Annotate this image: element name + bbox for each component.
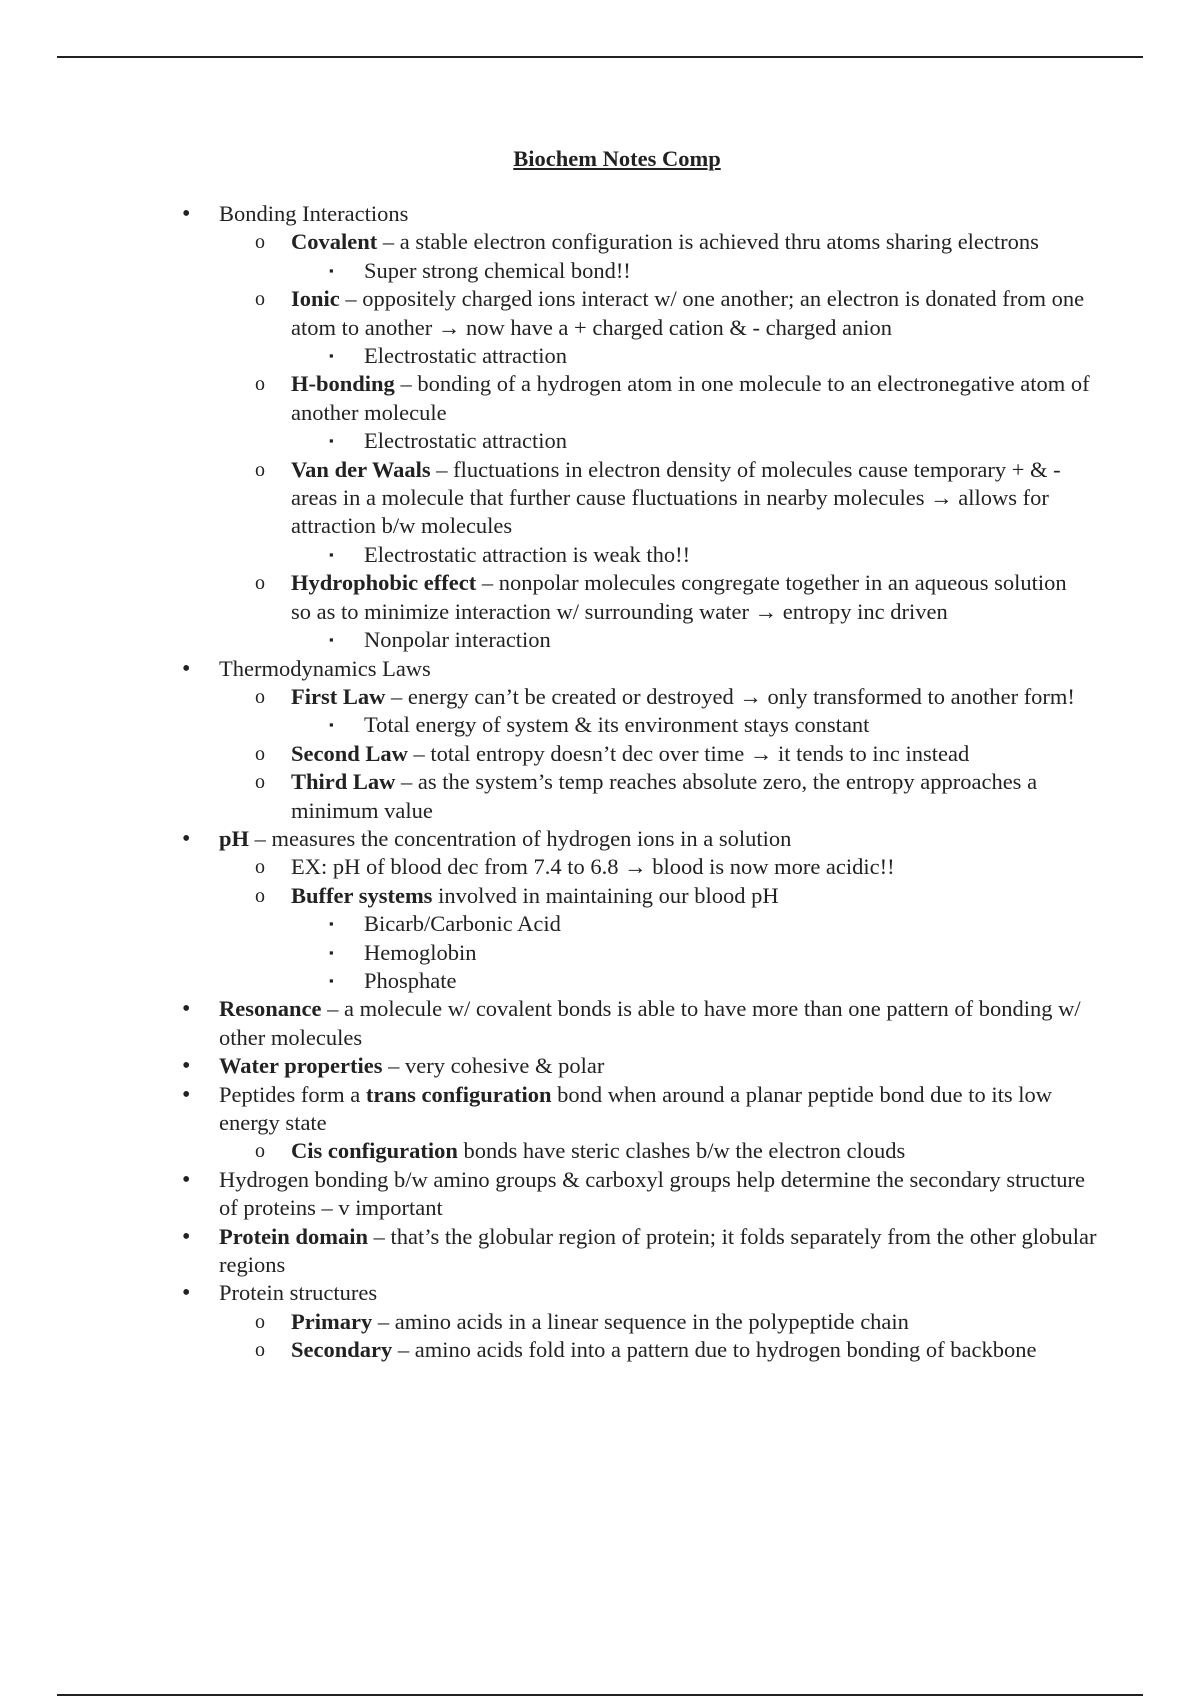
note-term: Secondary xyxy=(291,1337,393,1363)
note-term: Buffer systems xyxy=(291,882,433,908)
bullet-icon: o xyxy=(255,572,265,595)
note-text: – measures the concentration of hydrogen ions in a solution xyxy=(249,825,792,851)
note-item-level-2 xyxy=(255,1308,1091,1336)
bullet-icon: ▪ xyxy=(329,632,334,648)
note-text: Electrostatic attraction xyxy=(364,428,568,454)
bullet-icon: • xyxy=(182,825,191,852)
note-item-level-1 xyxy=(182,995,1099,1052)
note-text: – a molecule w/ covalent bonds is able to have more than one pattern of bonding w/ other molecules xyxy=(219,996,1081,1050)
bullet-icon: o xyxy=(255,458,265,481)
note-term: Resonance xyxy=(219,996,322,1022)
bullet-icon: o xyxy=(255,856,265,879)
note-item-level-3 xyxy=(329,910,1092,938)
note-text: Total energy of system & its environment stays constant xyxy=(364,712,870,738)
note-text: bond when around a planar peptide bond due to its low energy state xyxy=(219,1081,1052,1135)
note-item-level-2 xyxy=(255,882,1091,910)
bullet-icon: ▪ xyxy=(329,262,334,278)
note-item-level-2 xyxy=(255,285,1091,342)
note-item-level-2 xyxy=(255,1137,1091,1165)
bullet-icon: o xyxy=(255,231,265,254)
bullet-icon: ▪ xyxy=(329,944,334,960)
note-text: – total entropy doesn’t dec over time → it tends to inc instead xyxy=(407,740,970,766)
note-term: Water properties xyxy=(219,1053,383,1079)
note-item-level-3 xyxy=(329,427,1092,455)
note-text: Bicarb/Carbonic Acid xyxy=(364,911,561,937)
note-item-level-2 xyxy=(255,456,1091,541)
note-text: Hydrogen bonding b/w amino groups & carboxyl groups help determine the secondary structure of proteins – v important xyxy=(219,1166,1086,1221)
bullet-icon: ▪ xyxy=(329,348,334,364)
note-term: H-bonding xyxy=(291,371,395,397)
note-item-level-1 xyxy=(182,1223,1099,1280)
note-text: – oppositely charged ions interact w/ one another; an electron is donated from one atom to another → now have a + charged cation & - charged anion xyxy=(291,286,1085,340)
note-item-level-3 xyxy=(329,711,1092,739)
bullet-icon: o xyxy=(255,685,265,708)
note-item-level-1 xyxy=(182,1081,1099,1138)
note-term: Second Law xyxy=(291,740,408,766)
note-term: Covalent xyxy=(291,229,378,255)
note-text: – amino acids fold into a pattern due to hydrogen bonding of backbone xyxy=(392,1337,1037,1363)
note-text: Electrostatic attraction xyxy=(364,343,568,369)
note-text: involved in maintaining our blood pH xyxy=(432,882,779,908)
note-text: – energy can’t be created or destroyed → only transformed to another form! xyxy=(385,683,1075,709)
note-item-level-1 xyxy=(182,825,1099,853)
bullet-icon: • xyxy=(182,1280,191,1307)
bullet-icon: o xyxy=(255,742,265,765)
notes-list xyxy=(0,200,1200,1365)
note-text: – very cohesive & polar xyxy=(382,1053,605,1079)
note-item-level-1 xyxy=(182,655,1099,683)
note-item-level-2 xyxy=(255,1336,1091,1364)
note-text: bonds have steric clashes b/w the electron clouds xyxy=(457,1138,906,1164)
note-item-level-2 xyxy=(255,370,1091,427)
bottom-rule xyxy=(57,1694,1143,1696)
note-item-level-2 xyxy=(255,740,1091,768)
note-item-level-2 xyxy=(255,228,1091,256)
note-term: Primary xyxy=(291,1308,373,1334)
note-item-level-2 xyxy=(255,853,1091,881)
note-text: – nonpolar molecules congregate together in an aqueous solution so as to minimize interaction w/ surrounding water → entropy inc driven xyxy=(291,570,1067,624)
note-term: Third Law xyxy=(291,769,396,795)
note-term: Protein domain xyxy=(219,1223,368,1249)
bullet-icon: • xyxy=(182,1166,191,1193)
bullet-icon: o xyxy=(255,771,265,794)
note-item-level-3 xyxy=(329,626,1092,654)
top-rule xyxy=(57,56,1143,58)
note-text: – a stable electron configuration is achieved thru atoms sharing electrons xyxy=(377,229,1039,255)
bullet-icon: o xyxy=(255,1339,265,1362)
note-item-level-1 xyxy=(182,1279,1099,1307)
note-text: EX: pH of blood dec from 7.4 to 6.8 → blood is now more acidic!! xyxy=(291,854,895,880)
note-term: trans configuration xyxy=(365,1081,552,1107)
note-term: Hydrophobic effect xyxy=(291,570,477,596)
note-text: Super strong chemical bond!! xyxy=(364,257,631,283)
bullet-icon: ▪ xyxy=(329,433,334,449)
note-text: – that’s the globular region of protein; it folds separately from the other globular regions xyxy=(219,1223,1097,1278)
note-text: Protein structures xyxy=(219,1280,378,1306)
note-text: Peptides form a xyxy=(219,1081,366,1107)
note-term: Ionic xyxy=(291,286,340,312)
note-text: Bonding Interactions xyxy=(219,201,409,226)
note-item-level-1 xyxy=(182,1166,1099,1223)
note-term: pH xyxy=(219,825,250,851)
note-text: – amino acids in a linear sequence in the polypeptide chain xyxy=(372,1308,909,1334)
note-item-level-3 xyxy=(329,342,1092,370)
note-text: – bonding of a hydrogen atom in one molecule to an electronegative atom of another molecule xyxy=(291,371,1090,425)
note-item-level-3 xyxy=(329,939,1092,967)
bullet-icon: o xyxy=(255,1140,265,1163)
bullet-icon: • xyxy=(182,1053,191,1080)
document-title: Biochem Notes Comp xyxy=(513,146,721,171)
bullet-icon: • xyxy=(182,655,191,682)
note-term: First Law xyxy=(291,683,386,709)
note-item-level-2 xyxy=(255,683,1091,711)
bullet-icon: • xyxy=(182,996,191,1023)
note-item-level-2 xyxy=(255,768,1091,825)
bullet-icon: • xyxy=(182,1223,191,1250)
note-text: Electrostatic attraction is weak tho!! xyxy=(364,541,691,567)
bullet-icon: o xyxy=(255,373,265,396)
note-item-level-3 xyxy=(329,541,1092,569)
note-text: – as the system’s temp reaches absolute zero, the entropy approaches a minimum value xyxy=(291,769,1038,823)
note-text: Nonpolar interaction xyxy=(364,627,551,653)
note-term: Van der Waals xyxy=(291,456,431,482)
note-text: Thermodynamics Laws xyxy=(219,655,431,681)
bullet-icon: o xyxy=(255,288,265,311)
note-item-level-1 xyxy=(182,200,1099,228)
bullet-icon: • xyxy=(182,201,191,227)
bullet-icon: • xyxy=(182,1081,191,1108)
note-item-level-3 xyxy=(329,967,1092,995)
note-text: – fluctuations in electron density of molecules cause temporary + & - areas in a molecule that further cause fluctuations in nearby molecules → allows for attraction b/w molecules xyxy=(291,456,1061,539)
bullet-icon: ▪ xyxy=(329,972,334,988)
bullet-icon: ▪ xyxy=(329,916,334,932)
bullet-icon: o xyxy=(255,884,265,907)
note-item-level-1 xyxy=(182,1052,1099,1080)
note-item-level-2 xyxy=(255,569,1091,626)
note-text: Phosphate xyxy=(364,967,457,993)
bullet-icon: o xyxy=(255,1310,265,1333)
bullet-icon: ▪ xyxy=(329,546,334,562)
bullet-icon: ▪ xyxy=(329,717,334,733)
note-item-level-3 xyxy=(329,257,1092,285)
note-term: Cis configuration xyxy=(291,1138,458,1164)
note-text: Hemoglobin xyxy=(364,939,477,965)
